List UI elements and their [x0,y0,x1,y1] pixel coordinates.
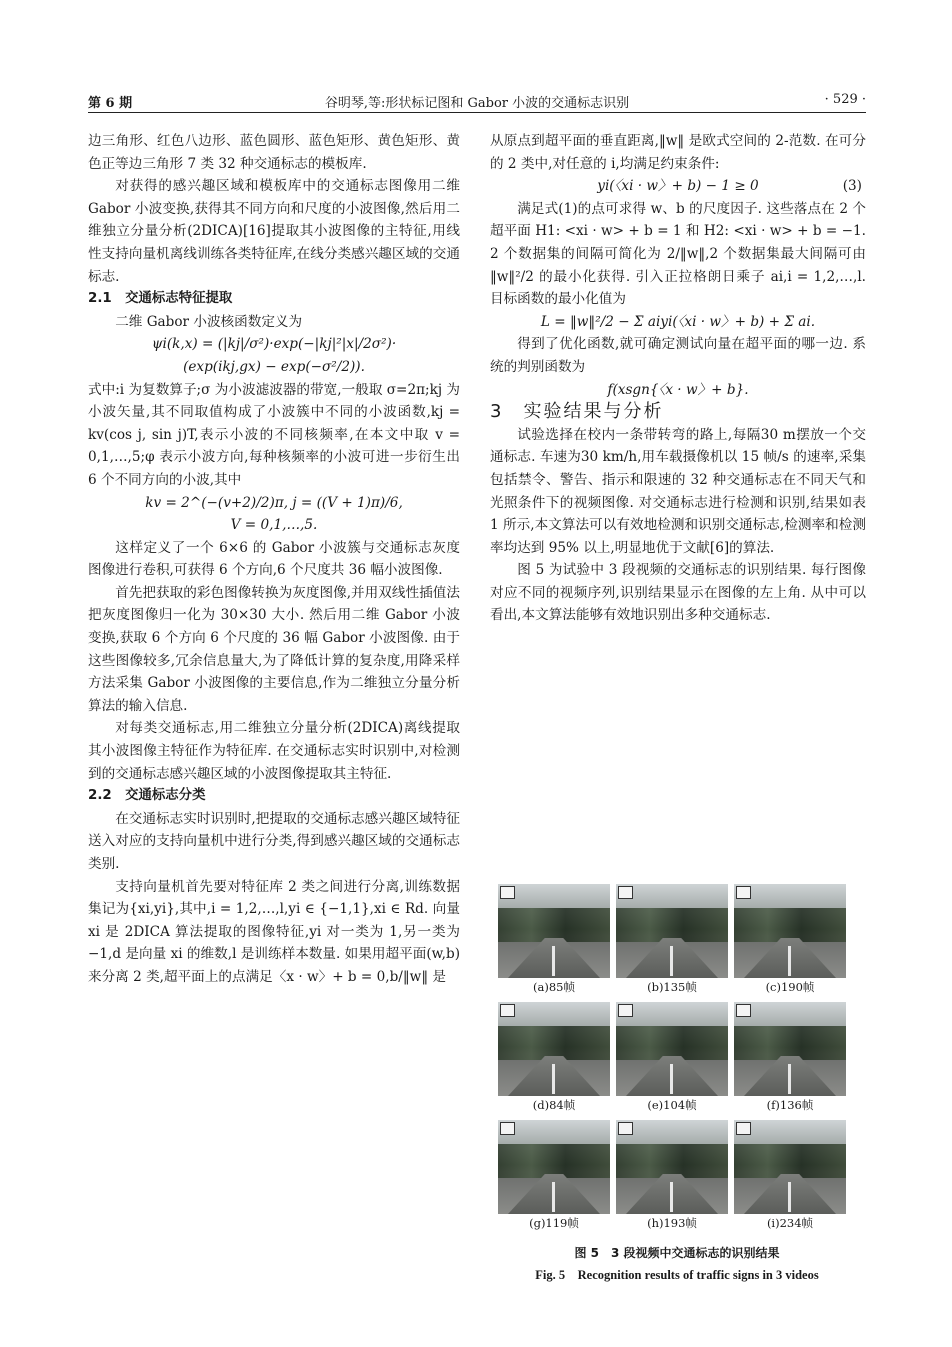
paragraph: 这样定义了一个 6×6 的 Gabor 小波簇与交通标志灰度图像进行卷积,可获得 6 个方向,6 个尺度共 36 幅小波图像. [88,539,460,579]
recognized-sign-icon [500,1122,515,1135]
panel-caption: (i)234帧 [766,1216,814,1230]
lane-marking [788,946,791,976]
lane-marking [670,1182,673,1212]
road-scene-image [616,1120,728,1214]
section-heading: 3 实验结果与分析 [490,401,664,423]
paragraph: 式中:i 为复数算子;σ 为小波滤波器的带宽,一般取 σ=2π;kj 为小波矢量,其不同取值构成了小波簇中不同的小波函数,kj = kv(cos j, sin j)T,表示小波的不同核频率,在本文中取 v = 0,1,…,5;φ 表示小波方向,每种核频率的小波可进一步衍生出 6 个不同方向的小波,其中 [88,381,460,488]
lane-marking [552,946,555,976]
figure-panel [498,884,610,1002]
recognized-sign-icon [500,886,515,899]
panel-caption: (c)190帧 [765,980,815,994]
figure-caption-en: Fig. 5 Recognition results of traffic signs in 3 videos [535,1268,819,1282]
paragraph: 对每类交通标志,用二维独立分量分析(2DICA)离线提取其小波图像主特征作为特征库. 在交通标志实时识别中,对检测到的交通标志感兴趣区域的小波图像提取其主特征. [88,720,460,782]
subsection-heading: 2.2 交通标志分类 [88,788,206,804]
figure-panel [734,884,846,1002]
equation: L = ‖w‖²/2 − Σ aiyi(〈xi · w〉+ b) + Σ ai. [540,313,816,330]
figure-caption-cn: 图 5 3 段视频中交通标志的识别结果 [574,1246,780,1260]
lane-marking [788,1064,791,1094]
figure-panel [616,1120,728,1238]
panel-caption: (d)84帧 [532,1098,576,1112]
lane-marking [788,1182,791,1212]
panel-caption: (h)193帧 [647,1216,697,1230]
figure-panel [734,1120,846,1238]
paragraph: 支持向量机首先要对特征库 2 类之间进行分离,训练数据集记为{xi,yi},其中,i = 1,2,…,l,yi ∈ {−1,1},xi ∈ Rd. 向量 xi 是 2DICA 算法提取的图像特征,yi 对一类为 1,另一类为 −1,d 是向量 xi 的维数,l 是训练样本数量. 如果用超平面(w,b)来分离 2 类,超平面上的点满足〈x · w〉+ b = 0,b/‖w‖ 是 [88,878,460,985]
tree-line [498,1026,610,1060]
equation [490,175,866,198]
paragraph: 二维 Gabor 小波核函数定义为 [115,313,303,330]
recognized-sign-icon [736,1122,751,1135]
road-scene-image [616,1002,728,1096]
lane-marking [670,946,673,976]
equation: ψi(k,x) = (|kj|/σ²)·exp(−|kj|²|x|/2σ²)· [151,336,397,353]
road-scene-image [498,1120,610,1214]
equation: (exp(ikj,gx) − exp(−σ²/2)). [183,358,365,375]
equation-body: yi(〈xi · w〉+ b) − 1 ≥ 0 [597,178,759,195]
equation: kv = 2^(−(v+2)/2)π, j = ((V + 1)π)/6, [145,494,403,511]
figure-panel [616,1002,728,1120]
panel-caption: (e)104帧 [647,1098,697,1112]
paragraph: 首先把获取的彩色图像转换为灰度图像,并用双线性插值法把灰度图像归一化为 30×30 大小. 然后用二维 Gabor 小波变换,获取 6 个方向 6 个尺度的 36 幅 Gabor 小波图像. 由于这些图像较多,冗余信息量大,为了降低计算的复杂度,用降采样方法采集 Gabor 小波图像的主要信息,作为二维独立分量分析算法的输入信息. [88,584,460,714]
equation: f(xsgn{〈x · w〉+ b}. [607,381,749,398]
equation: V = 0,1,…,5. [230,517,318,534]
recognized-sign-icon [500,1004,515,1017]
figure-5 [498,884,856,1283]
tree-line [616,1144,728,1178]
recognized-sign-icon [618,1122,633,1135]
panel-caption: (g)119帧 [529,1216,579,1230]
tree-line [498,908,610,942]
recognized-sign-icon [736,1004,751,1017]
tree-line [734,908,846,942]
page-number: · 529 · [824,92,866,107]
recognized-sign-icon [618,886,633,899]
right-column [490,130,866,627]
left-column [88,130,460,989]
road-scene-image [734,1002,846,1096]
paragraph: 满足式(1)的点可求得 w、b 的尺度因子. 这些落点在 2 个超平面 H1: <xi · w> + b = 1 和 H2: <xi · w> + b = −1. 2 个数据集的间隔可简化为 2/‖w‖,2 个数据集最大间隔可由 ‖w‖²/2 的最小化获得. 引入正拉格朗日乘子 ai,i = 1,2,…,l. 目标函数的最小化值为 [490,200,866,308]
figure-panel [616,884,728,1002]
lane-marking [670,1064,673,1094]
panel-caption: (b)135帧 [647,980,697,994]
road-scene-image [734,1120,846,1214]
recognized-sign-icon [618,1004,633,1017]
tree-line [734,1144,846,1178]
tree-line [498,1144,610,1178]
running-header [88,90,866,113]
paragraph: 在交通标志实时识别时,把提取的交通标志感兴趣区域特征送入对应的支持向量机中进行分类,得到感兴趣区域的交通标志类别. [88,810,460,872]
panel-caption: (f)136帧 [766,1098,814,1112]
running-title: 谷明琴,等:形状标记图和 Gabor 小波的交通标志识别 [324,96,630,111]
road-scene-image [734,884,846,978]
paragraph: 从原点到超平面的垂直距离,‖w‖ 是欧式空间的 2-范数. 在可分的 2 类中,对任意的 i,均满足约束条件: [490,133,866,172]
road-scene-image [616,884,728,978]
figure-panel [498,1120,610,1238]
panel-caption: (a)85帧 [533,980,575,994]
road-scene-image [498,884,610,978]
recognized-sign-icon [736,886,751,899]
paragraph: 得到了优化函数,就可确定测试向量在超平面的哪一边. 系统的判别函数为 [490,336,866,375]
figure-panel [498,1002,610,1120]
tree-line [616,1026,728,1060]
lane-marking [552,1064,555,1094]
paragraph: 对获得的感兴趣区域和模板库中的交通标志图像用二维 Gabor 小波变换,获得其不同方向和尺度的小波图像,然后用二维独立分量分析(2DICA)[16]提取其小波图像的主特征,用线性支持向量机离线训练各类特征库,在线分类感兴趣区域的交通标志. [88,178,460,285]
subsection-heading: 2.1 交通标志特征提取 [88,291,233,307]
image-grid [498,884,856,1238]
equation-number: (3) [842,178,862,195]
paragraph: 试验选择在校内一条带转弯的路上,每隔30 m摆放一个交通标志. 车速为30 km/h,用车载摄像机以 15 帧/s 的速率,采集包括禁令、警告、指示和限速的 32 种交通标志在不同天气和光照条件下的视频图像. 对交通标志进行检测和识别,结果如表 1 所示,本文算法可以有效地检测和识别交通标志,检测率和检测率均达到 95% 以上,明显地优于文献[6]的算法. [490,426,866,556]
figure-panel [734,1002,846,1120]
paragraph: 边三角形、红色八边形、蓝色圆形、蓝色矩形、黄色矩形、黄色正等边三角形 7 类 32 种交通标志的模板库. [88,133,460,172]
tree-line [616,908,728,942]
issue-number: 第 6 期 [88,96,133,111]
lane-marking [552,1182,555,1212]
tree-line [734,1026,846,1060]
road-scene-image [498,1002,610,1096]
paragraph: 图 5 为试验中 3 段视频的交通标志的识别结果. 每行图像对应不同的视频序列,识别结果显示在图像的左上角. 从中可以看出,本文算法能够有效地识别出多种交通标志. [490,562,866,624]
